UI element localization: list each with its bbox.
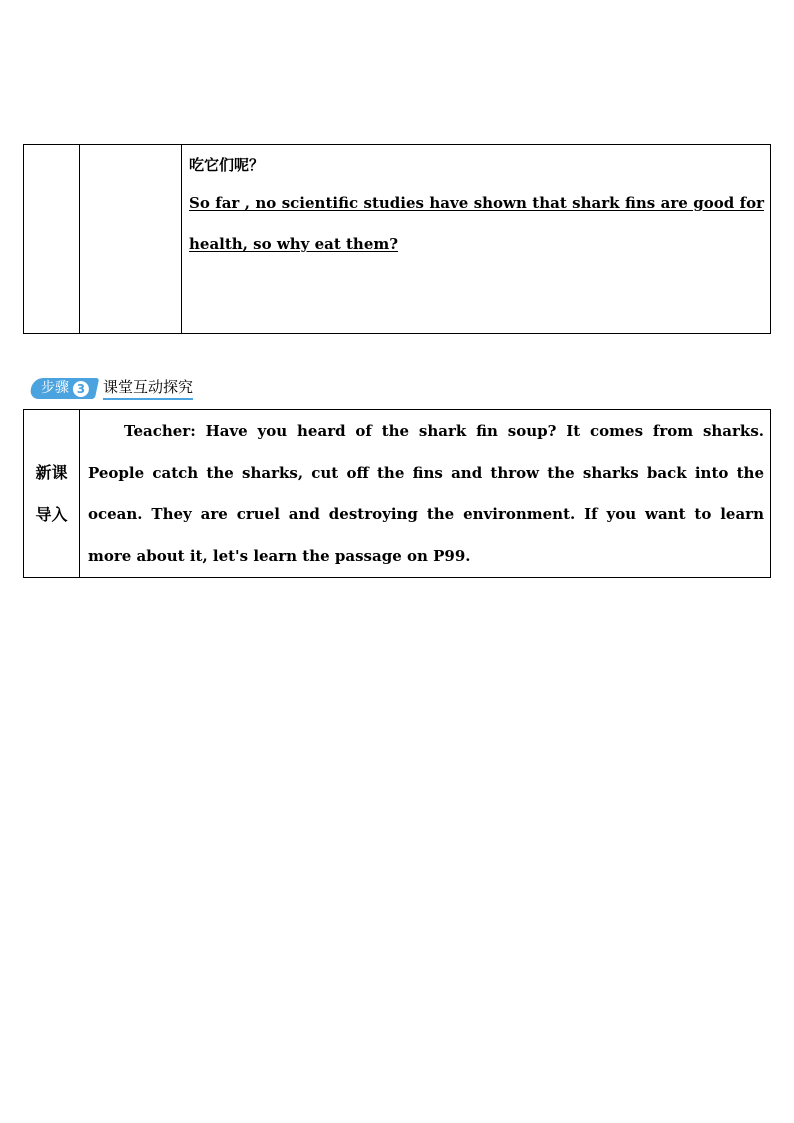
question-chinese: 吃它们呢？ (189, 156, 265, 174)
step-number: 3 (73, 380, 89, 396)
section-label-cell (24, 410, 80, 578)
lead-in-paragraph: Teacher: Have you heard of the shark fin soup? It comes from sharks. People catch the sharks, cut off the fins and throw the sharks back into the ocean. They are cruel and destroying the environment. If you want to learn more about it, let's learn the passage on P99. (88, 422, 764, 565)
step-badge (29, 378, 99, 399)
continued-lesson-table (23, 144, 771, 334)
table-row (24, 145, 771, 334)
empty-cell-2 (80, 145, 182, 334)
lead-in-text-cell (80, 410, 771, 578)
lead-in-table (23, 409, 771, 578)
step-title: 课堂互动探究 (103, 376, 193, 400)
answer-cell (182, 145, 771, 334)
table-row (24, 410, 771, 578)
answer-line-1: So far , no scientific studies have shown that shark fins are good for (189, 194, 764, 212)
empty-cell-1 (24, 145, 80, 334)
step-label: 步骤 (41, 379, 69, 396)
section-label-line-1: 新课 (35, 462, 68, 482)
answer-line-2: health, so why eat them? (189, 235, 399, 253)
section-label-line-2: 导入 (35, 504, 68, 524)
step-banner (31, 377, 193, 399)
